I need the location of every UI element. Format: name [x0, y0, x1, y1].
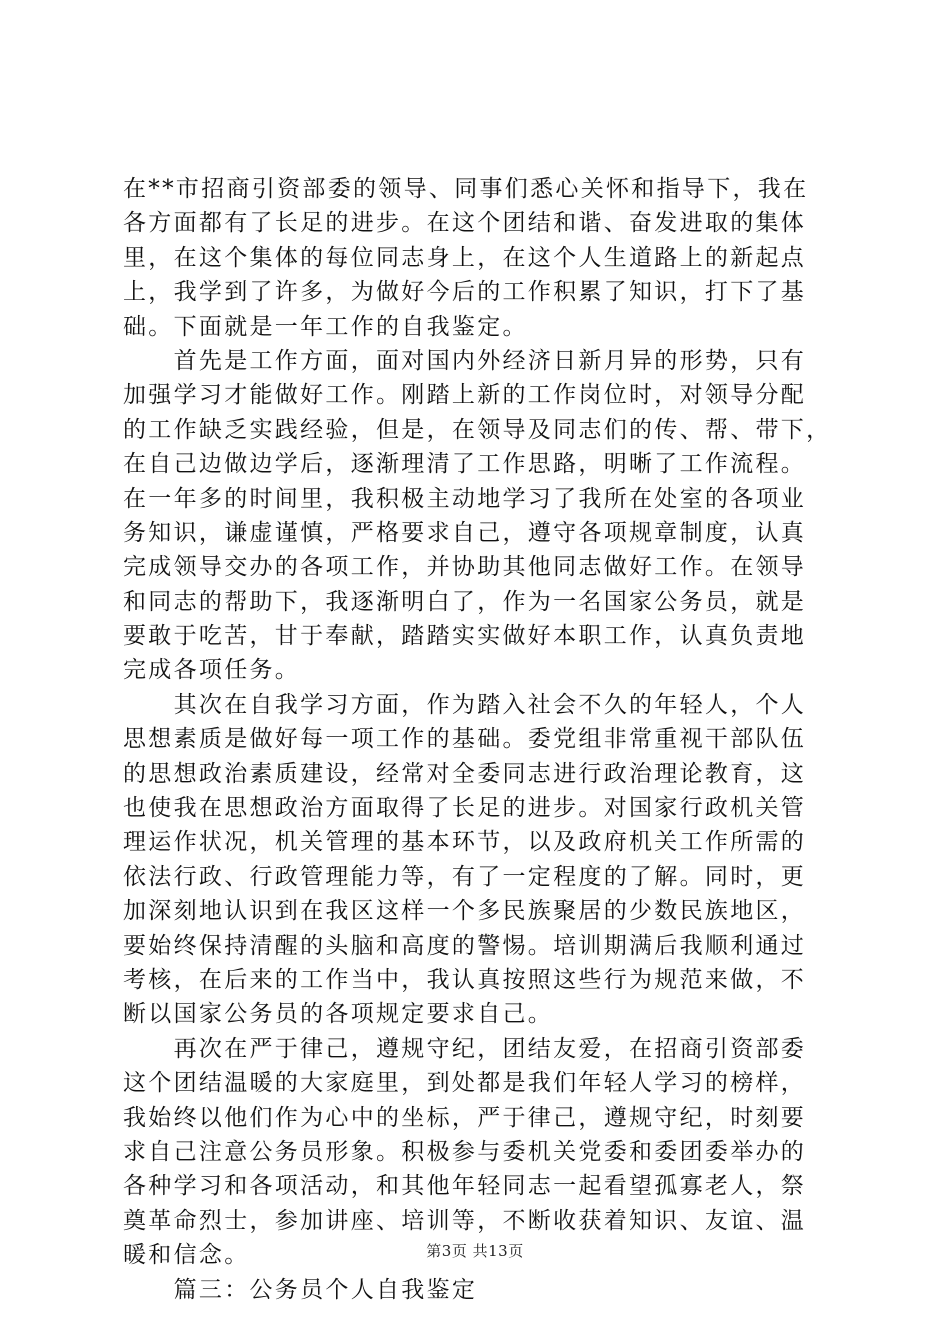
- text-line: 加强学习才能做好工作。刚踏上新的工作岗位时，对领导分配: [123, 382, 807, 409]
- text-line: 和同志的帮助下，我逐渐明白了，作为一名国家公务员，就是: [123, 588, 807, 615]
- text-line: 篇三：公务员个人自我鉴定: [123, 1276, 478, 1303]
- text-line: 首先是工作方面，面对国内外经济日新月异的形势，只有: [123, 347, 807, 374]
- text-line: 务知识，谦虚谨慎，严格要求自己，遵守各项规章制度，认真: [123, 519, 807, 546]
- text-line: 在一年多的时间里，我积极主动地学习了我所在处室的各项业: [123, 485, 807, 512]
- text-line: 我始终以他们作为心中的坐标，严于律己，遵规守纪，时刻要: [123, 1104, 807, 1131]
- text-line: 的思想政治素质建设，经常对全委同志进行政治理论教育，这: [123, 760, 807, 787]
- text-line: 础。下面就是一年工作的自我鉴定。: [123, 313, 528, 340]
- text-line: 在自己边做边学后，逐渐理清了工作思路，明晰了工作流程。: [123, 451, 807, 478]
- text-line: 奠革命烈士，参加讲座、培训等，不断收获着知识、友谊、温: [123, 1207, 807, 1234]
- text-line: 加深刻地认识到在我区这样一个多民族聚居的少数民族地区，: [123, 898, 807, 925]
- document-body: [123, 172, 833, 1307]
- text-line: 也使我在思想政治方面取得了长足的进步。对国家行政机关管: [123, 795, 807, 822]
- text-line: 要敢于吃苦，甘于奉献，踏踏实实做好本职工作，认真负责地: [123, 623, 807, 650]
- text-line: 再次在严于律己，遵规守纪，团结友爱，在招商引资部委: [123, 1035, 807, 1062]
- text-line: 其次在自我学习方面，作为踏入社会不久的年轻人，个人: [123, 691, 807, 718]
- text-line: 暖和信念。: [123, 1242, 250, 1269]
- text-line: 在**市招商引资部委的领导、同事们悉心关怀和指导下，我在: [123, 176, 809, 202]
- text-line: 上，我学到了许多，为做好今后的工作积累了知识，打下了基: [123, 279, 807, 306]
- text-line: 的工作缺乏实践经验，但是，在领导及同志们的传、帮、带下，: [123, 416, 832, 443]
- text-line: 考核，在后来的工作当中，我认真按照这些行为规范来做，不: [123, 966, 807, 993]
- text-line: 断以国家公务员的各项规定要求自己。: [123, 1001, 554, 1028]
- text-line: 理运作状况，机关管理的基本环节，以及政府机关工作所需的: [123, 829, 807, 856]
- text-line: 要始终保持清醒的头脑和高度的警惕。培训期满后我顺利通过: [123, 932, 807, 959]
- text-line: 里，在这个集体的每位同志身上，在这个人生道路上的新起点: [123, 244, 807, 271]
- page-number-footer: 第3页 共13页: [426, 1242, 524, 1260]
- text-line: 求自己注意公务员形象。积极参与委机关党委和委团委举办的: [123, 1138, 807, 1165]
- text-line: 这个团结温暖的大家庭里，到处都是我们年轻人学习的榜样，: [123, 1070, 807, 1097]
- text-line: 各方面都有了长足的进步。在这个团结和谐、奋发进取的集体: [123, 210, 807, 237]
- text-line: 完成领导交办的各项工作，并协助其他同志做好工作。在领导: [123, 554, 807, 581]
- text-line: 各种学习和各项活动，和其他年轻同志一起看望孤寡老人，祭: [123, 1173, 807, 1200]
- text-line: 思想素质是做好每一项工作的基础。委党组非常重视干部队伍: [123, 726, 807, 753]
- text-line: 完成各项任务。: [123, 657, 301, 684]
- text-line: 依法行政、行政管理能力等，有了一定程度的了解。同时，更: [123, 863, 807, 890]
